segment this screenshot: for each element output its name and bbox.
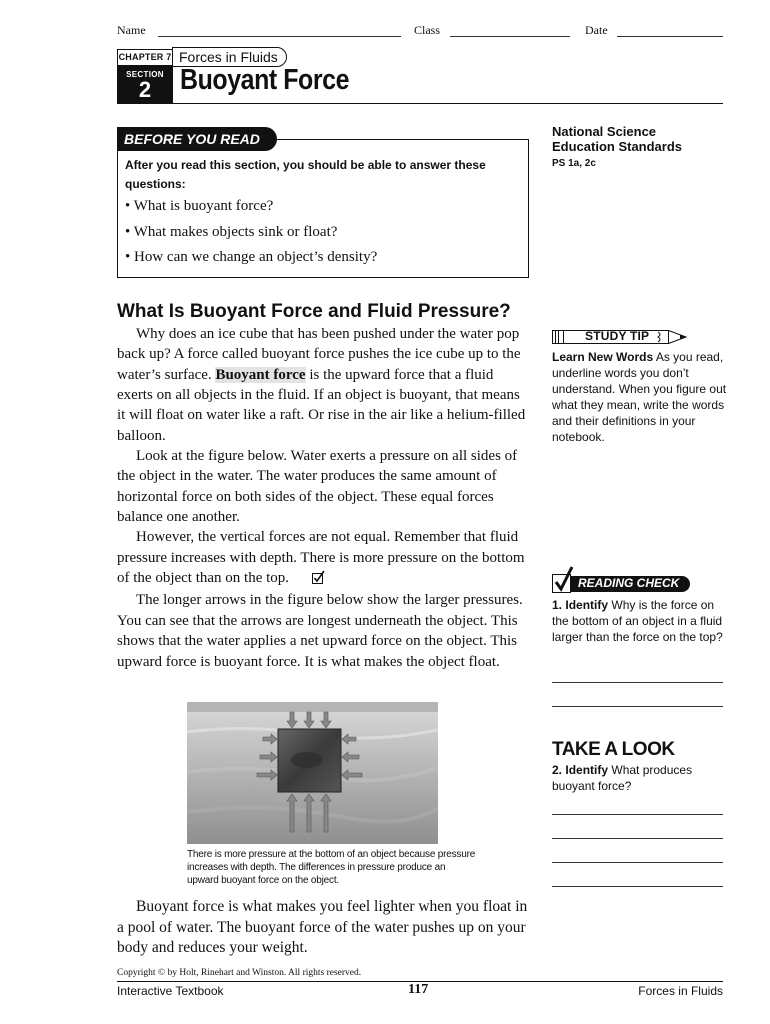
class-field-line[interactable] xyxy=(450,36,570,37)
question-item: • What is buoyant force? xyxy=(125,198,274,214)
paragraph-text: is the upward force that a fluid exerts on all objects in the fluid. If an object is buoyant, that means it will float on water like a raft. Or rise in the air like a helium-filled balloon. xyxy=(117,366,526,444)
take-a-look-title: TAKE A LOOK xyxy=(552,739,675,760)
name-field-line[interactable] xyxy=(158,36,401,37)
name-label: Name xyxy=(117,23,146,37)
answer-line[interactable] xyxy=(552,862,723,863)
study-tip-heading: Learn New Words xyxy=(552,350,654,364)
paragraph: Look at the figure below. Water exerts a pressure on all sides of the object in the water. The water produces the same amount of horizontal force on both sides of the object. These equal forces balance one another. xyxy=(117,448,518,526)
question-verb: Identify xyxy=(565,598,609,612)
section-heading: What Is Buoyant Force and Fluid Pressure? xyxy=(117,301,511,322)
footer-book-title: Interactive Textbook xyxy=(117,984,224,998)
take-a-look-body xyxy=(552,762,727,794)
figure-caption: There is more pressure at the bottom of an object because pressure increases with depth. The differences in pressure produce an upward buoyant force on the object. xyxy=(187,849,476,886)
study-tip-body xyxy=(552,349,727,445)
paragraph-text: However, the vertical forces are not equal. Remember that fluid pressure increases with depth. There is more pressure on the bottom of the object than on the top. xyxy=(117,529,525,587)
chapter-tag: CHAPTER 7 xyxy=(117,49,173,66)
vocab-term: Buoyant force xyxy=(215,366,306,383)
answer-line[interactable] xyxy=(552,814,723,815)
question-number: 1. xyxy=(552,598,563,612)
answer-line[interactable] xyxy=(552,838,723,839)
question-text: Why is the force on the bottom of an object in a fluid larger than the force on the top? xyxy=(552,598,723,644)
paragraph-text: Why does an ice cube that has been pushed under the water pop back up? A force called buoyant force pushes the ice cube up to the water’s surface. xyxy=(117,326,521,383)
paragraph: The longer arrows in the figure below show the larger pressures. You can see that the arrows are longest underneath the object. This shows that the water applies a net upward force on the object. This upward force is buoyant force. It is what makes the object float. xyxy=(117,592,523,670)
question-text: What produces buoyant force? xyxy=(552,763,693,793)
question-number: 2. xyxy=(552,763,563,777)
paragraph xyxy=(117,527,529,590)
reading-check-body xyxy=(552,597,727,645)
title-divider xyxy=(173,103,723,104)
answer-line[interactable] xyxy=(552,886,723,887)
question-verb: Identify xyxy=(565,763,609,777)
body-text xyxy=(117,324,529,672)
section-title: Buoyant Force xyxy=(180,64,350,96)
standards-title: National Science Education Standards xyxy=(552,124,683,154)
answer-line[interactable] xyxy=(552,682,723,683)
question-item: • How can we change an object’s density? xyxy=(125,249,378,265)
answer-line[interactable] xyxy=(552,706,723,707)
checkmark-box-icon xyxy=(293,570,325,590)
date-field-line[interactable] xyxy=(617,36,723,37)
copyright: Copyright © by Holt, Rinehart and Winston. All rights reserved. xyxy=(117,968,362,978)
section-block xyxy=(117,66,173,104)
reading-check-label: READING CHECK xyxy=(578,576,680,590)
page-number: 117 xyxy=(408,982,429,997)
question-item: • What makes objects sink or float? xyxy=(125,224,338,240)
class-label: Class xyxy=(414,23,441,37)
study-tip-label: STUDY TIP xyxy=(585,329,650,343)
paragraph: Buoyant force is what makes you feel lighter when you float in a pool of water. The buoyant force of the water pushes up on your body and reduces your weight. xyxy=(117,898,528,956)
closing-text xyxy=(117,897,537,959)
before-you-read-intro: After you read this section, you should be able to answer these questions: xyxy=(125,158,486,191)
before-you-read-tab: BEFORE YOU READ xyxy=(117,127,277,151)
study-tip-text: As you read, underline words you don’t understand. When you figure out what they mean, write the words and their definitions in your notebook. xyxy=(552,350,727,444)
buoyancy-figure xyxy=(187,702,438,844)
section-number: 2 xyxy=(138,77,152,102)
footer-chapter: Forces in Fluids xyxy=(638,984,723,998)
paragraph xyxy=(117,324,529,446)
chapter-title: Forces in Fluids xyxy=(172,47,287,67)
section-label: SECTION xyxy=(126,70,164,79)
date-label: Date xyxy=(585,23,608,37)
standards-codes: PS 1a, 2c xyxy=(552,158,596,169)
